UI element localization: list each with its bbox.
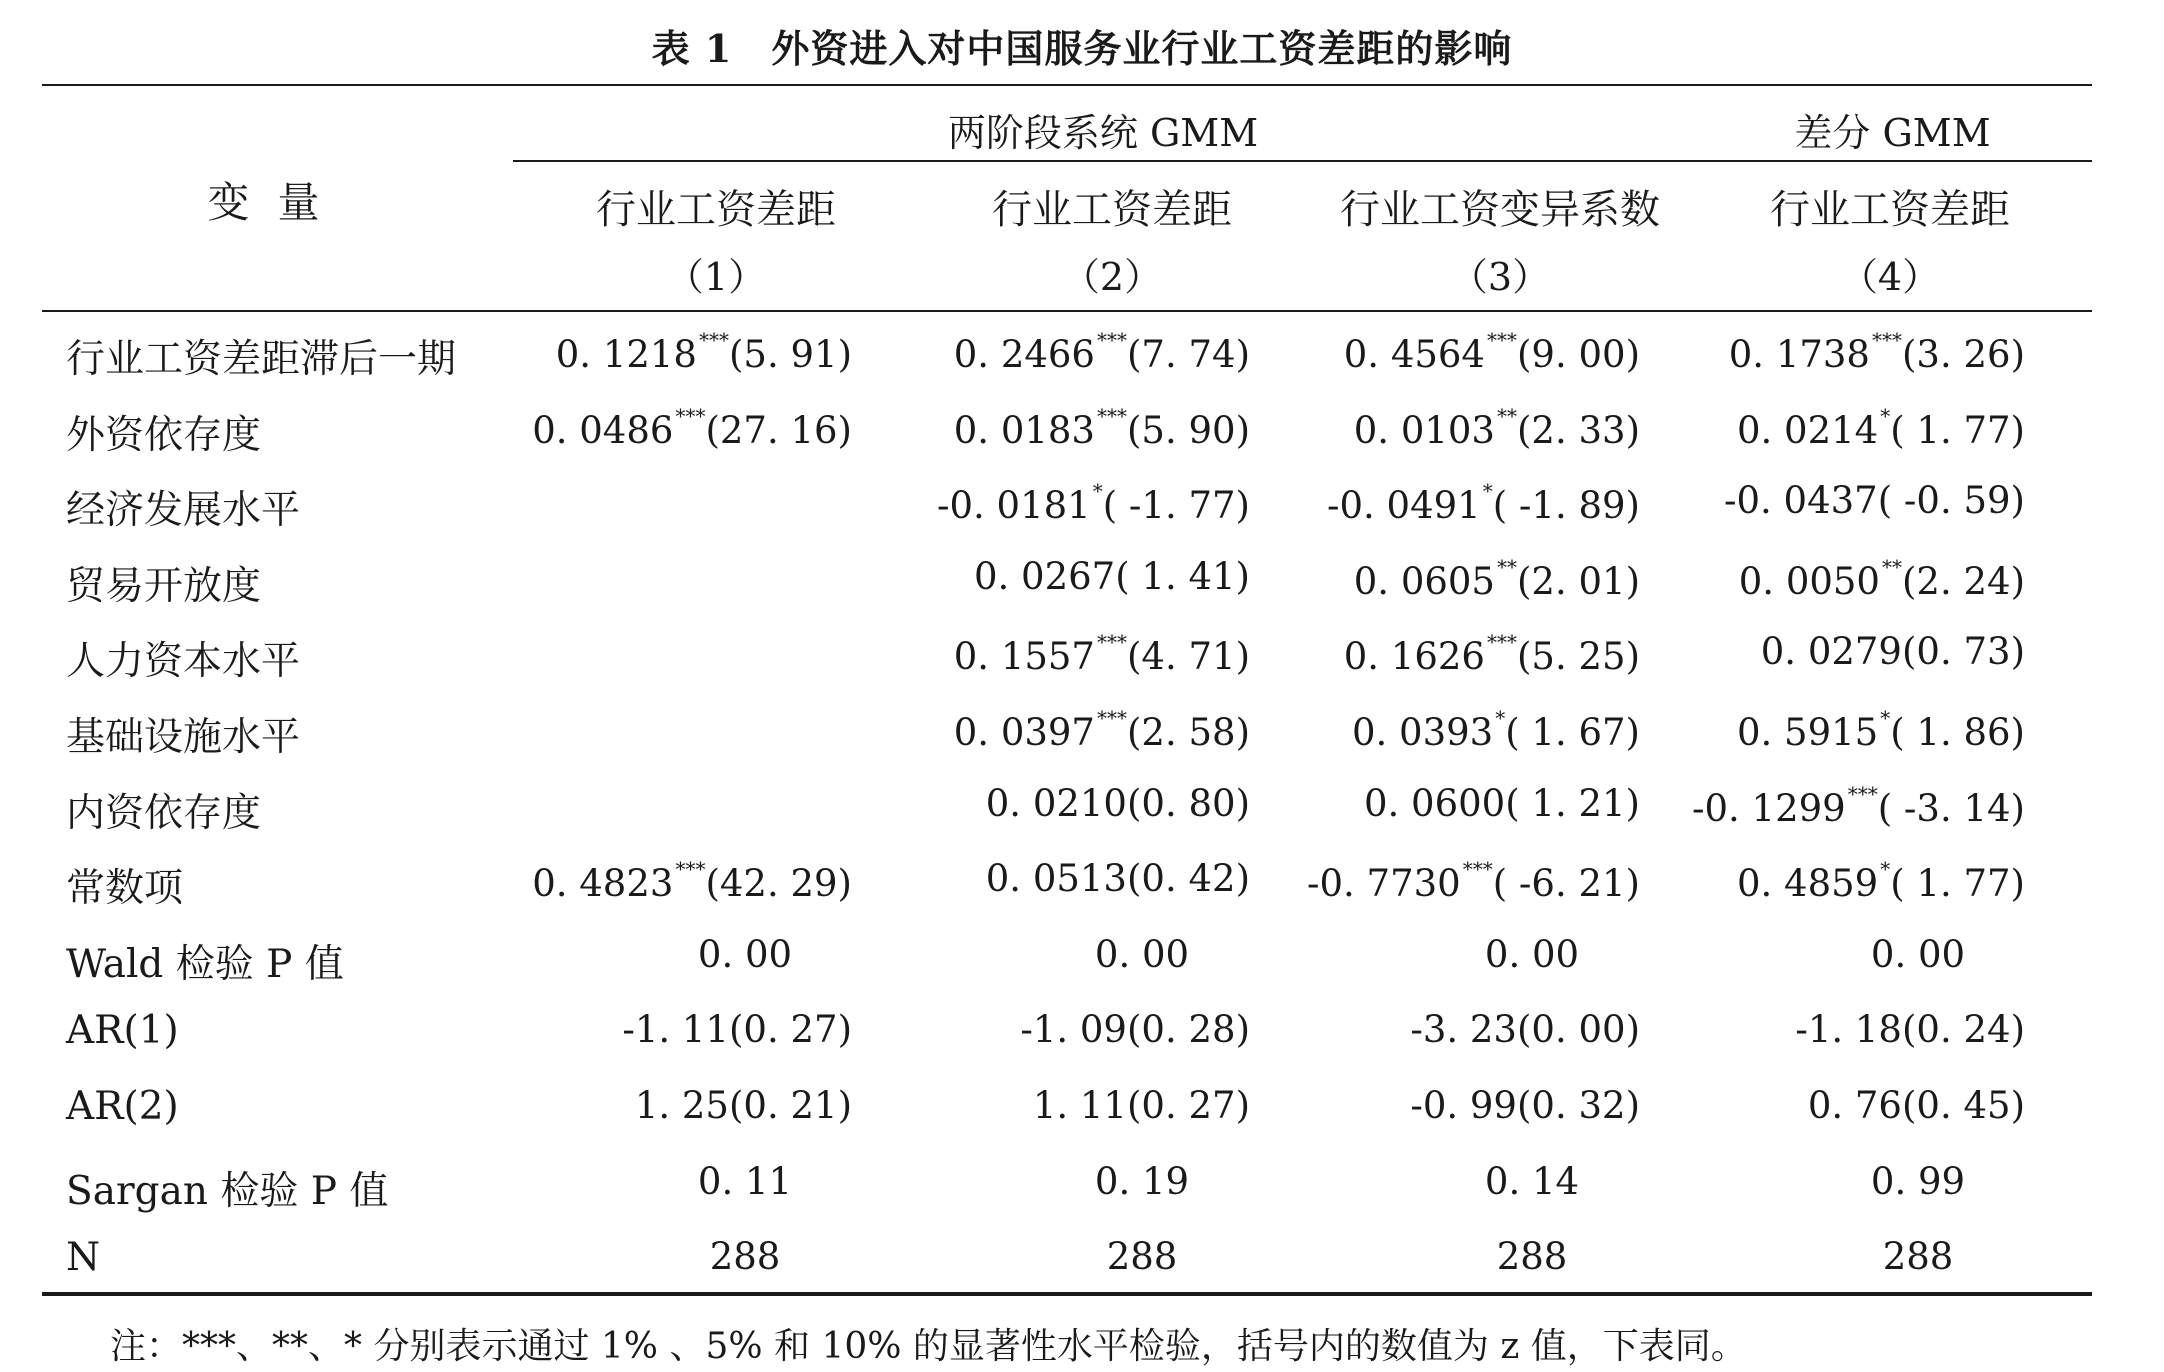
table-cell [1605,328,2025,376]
coef-value: -0. 1299 [1691,786,1846,830]
z-value: (0. 27) [1126,1084,1250,1127]
table-row [0,555,2164,631]
row-label: 贸易开放度 [66,563,262,609]
row-label: 基础设施水平 [66,715,301,760]
table-cell [1220,1084,1640,1127]
significance-mark: ** [1496,403,1517,428]
coef-value: -1. 11 [622,1008,729,1052]
significance-mark: * [1482,479,1493,504]
coef-value: 0. 0605 [1353,559,1495,603]
table-cell [830,630,1250,678]
table-cell [830,1008,1250,1051]
z-value: (0. 73) [1901,630,2025,674]
column-header-4: 行业工资差距 [1770,187,2010,233]
coef-value: 0. 1218 [555,333,697,376]
header-rule [42,310,2092,312]
significance-mark: *** [675,857,706,882]
coef-value: 0. 0600 [1363,781,1506,825]
group-subrule [513,160,2092,162]
column-number-3: （3） [1449,255,1551,299]
coef-value: 0. 0279 [1760,630,1902,674]
z-value: ( -3. 14) [1877,786,2025,830]
significance-mark: * [1092,479,1103,504]
significance-mark: *** [1462,857,1493,882]
z-value: (0. 24) [1901,1008,2025,1052]
row-label: Wald 检验 P 值 [66,941,344,987]
table-row [0,1008,2164,1084]
table-cell [830,479,1250,527]
z-value: (42. 29) [705,862,852,906]
coef-value: 0. 0214 [1736,408,1879,452]
coef-value: -0. 99 [1410,1084,1517,1127]
significance-mark: * [1880,857,1891,882]
table-cell: 0. 00 [1094,932,1190,976]
table-row [0,782,2164,858]
column-header-1: 行业工资差距 [596,187,836,233]
table-cell [1220,857,1640,905]
z-value: (5. 90) [1126,408,1250,452]
significance-mark: * [1880,706,1891,730]
coef-value: -0. 0181 [936,484,1091,528]
table-cell [1220,328,1640,376]
significance-mark: *** [698,328,729,352]
z-value: (0. 21) [728,1084,852,1127]
table-cell [830,328,1250,376]
z-value: (0. 80) [1126,781,1250,825]
table-cell [830,1084,1250,1127]
significance-mark: *** [1486,328,1517,352]
significance-mark: * [1495,706,1506,730]
coef-value: 0. 76 [1807,1084,1902,1127]
table-row [0,857,2164,933]
table-cell [830,782,1250,825]
coef-value: 0. 1738 [1728,333,1870,376]
table-row [0,933,2164,1009]
z-value: ( -1. 89) [1492,484,1640,528]
table-row [0,630,2164,706]
coef-value: 0. 0267 [973,554,1116,598]
coef-value: 0. 4859 [1736,862,1879,906]
row-label: 常数项 [66,866,184,912]
coef-value: 0. 0210 [985,781,1127,825]
significance-mark: *** [1486,630,1517,655]
table-cell [830,404,1250,452]
coef-value: 0. 0397 [953,711,1095,754]
table-cell [1605,479,2025,522]
coef-value: -1. 09 [1020,1008,1127,1052]
row-label: AR(1) [66,1008,179,1054]
table-cell [1605,555,2025,603]
z-value: ( 1. 21) [1505,781,1640,825]
variable-header: 变量 [207,178,348,227]
table-row [0,1160,2164,1236]
coef-value: 0. 0103 [1353,408,1495,452]
coef-value: 0. 4823 [532,862,674,906]
column-number-1: （1） [665,255,767,299]
coef-value: 1. 11 [1032,1084,1127,1127]
table-cell: 0. 19 [1094,1159,1190,1203]
z-value: (2. 58) [1126,711,1250,754]
table-cell [432,1084,852,1127]
table-note: 注：***、**、* 分别表示通过 1% 、5% 和 10% 的显著性水平检验，括号内的数值为 z 值，下表同。 [110,1326,1747,1367]
z-value: (0. 27) [728,1008,852,1052]
column-number-2: （2） [1061,255,1163,299]
table-title: 表 1 外资进入对中国服务业行业工资差距的影响 [651,26,1513,71]
z-value: (2. 24) [1901,559,2025,603]
table-cell: 0. 99 [1870,1159,1966,1203]
row-label: AR(2) [66,1084,179,1129]
group-header-sys-gmm: 两阶段系统 GMM [947,111,1259,155]
table-cell [830,857,1250,900]
coef-value: -0. 7730 [1306,862,1461,906]
group-header-diff-gmm: 差分 GMM [1794,111,1991,155]
z-value: ( 1. 86) [1890,711,2025,754]
z-value: (0. 32) [1516,1084,1640,1127]
table-cell [1605,782,2025,830]
table-row [0,706,2164,782]
table-row [0,479,2164,555]
table-cell: 0. 00 [1870,932,1966,976]
table-cell: 288 [709,1235,781,1279]
row-label: 外资依存度 [66,412,262,458]
coef-value: 0. 0050 [1738,559,1880,603]
table-cell [432,404,852,452]
z-value: (9. 00) [1516,333,1640,376]
coef-value: 0. 0486 [532,408,674,452]
row-label: 经济发展水平 [66,488,301,534]
table-cell [1220,782,1640,825]
table-cell [1605,630,2025,673]
z-value: ( -6. 21) [1492,862,1640,906]
significance-mark: *** [1096,328,1127,352]
coef-value: 0. 5915 [1736,711,1879,754]
table-cell [1220,555,1640,603]
table-cell [1220,630,1640,678]
significance-mark: ** [1496,554,1517,579]
table-cell [1220,404,1640,452]
column-header-2: 行业工资差距 [992,187,1232,233]
table-cell [830,555,1250,598]
significance-mark: *** [1096,630,1127,655]
z-value: (27. 16) [705,408,852,452]
table-cell [1605,706,2025,754]
row-label: 行业工资差距滞后一期 [66,337,457,382]
table-cell [1605,857,2025,905]
table-cell [432,328,852,376]
coef-value: 1. 25 [634,1084,729,1127]
z-value: (2. 33) [1516,408,1640,452]
coef-value: 0. 0393 [1351,711,1494,754]
column-header-3: 行业工资变异系数 [1340,187,1660,233]
z-value: (0. 42) [1126,857,1250,901]
table-cell: 0. 00 [1484,932,1580,976]
table-cell [1605,404,2025,452]
column-number-4: （4） [1839,255,1941,299]
bottom-rule [42,1292,2092,1296]
z-value: ( -0. 59) [1877,479,2025,523]
table-cell [1220,1008,1640,1051]
z-value: (0. 28) [1126,1008,1250,1052]
table-row [0,1084,2164,1160]
table-row [0,1235,2164,1311]
table-cell [830,706,1250,754]
coef-value: -3. 23 [1410,1008,1517,1052]
significance-mark: ** [1881,554,1902,579]
table-cell [432,1008,852,1051]
coef-value: 0. 2466 [953,333,1095,376]
coef-value: -1. 18 [1795,1008,1902,1052]
z-value: ( 1. 77) [1890,408,2025,452]
significance-mark: *** [1096,403,1127,428]
table-cell [1605,1008,2025,1051]
z-value: (7. 74) [1126,333,1250,376]
top-rule [42,84,2092,86]
significance-mark: * [1880,403,1891,428]
z-value: (3. 26) [1901,333,2025,376]
coef-value: 0. 1626 [1343,635,1485,679]
significance-mark: *** [1847,781,1878,806]
row-label: 内资依存度 [66,790,262,836]
table-cell: 0. 11 [697,1159,793,1203]
z-value: (5. 91) [728,333,852,376]
row-label: Sargan 检验 P 值 [66,1168,389,1214]
table-cell: 0. 14 [1484,1159,1580,1203]
z-value: (0. 00) [1516,1008,1640,1052]
table-cell: 0. 00 [697,932,793,976]
coef-value: 0. 0513 [985,857,1127,901]
table-cell [432,857,852,905]
significance-mark: *** [675,403,706,428]
z-value: ( 1. 67) [1505,711,1640,754]
coef-value: -0. 0491 [1326,484,1481,528]
table-cell [1220,479,1640,527]
row-label: 人力资本水平 [66,639,301,685]
row-label: N [66,1235,101,1281]
coef-value: 0. 4564 [1343,333,1485,376]
z-value: (5. 25) [1516,635,1640,679]
coef-value: 0. 0183 [953,408,1095,452]
z-value: ( -1. 77) [1102,484,1250,528]
z-value: ( 1. 41) [1115,554,1250,598]
table-cell [1220,706,1640,754]
table-cell [1605,1084,2025,1127]
coef-value: 0. 1557 [953,635,1095,679]
z-value: (0. 45) [1901,1084,2025,1127]
z-value: (4. 71) [1126,635,1250,679]
significance-mark: *** [1096,706,1127,730]
significance-mark: *** [1871,328,1902,352]
table-row [0,404,2164,480]
z-value: (2. 01) [1516,559,1640,603]
z-value: ( 1. 77) [1890,862,2025,906]
table-cell: 288 [1496,1235,1568,1279]
table-cell: 288 [1106,1235,1178,1279]
table-cell: 288 [1882,1235,1954,1279]
table-row [0,328,2164,404]
coef-value: -0. 0437 [1723,479,1878,523]
